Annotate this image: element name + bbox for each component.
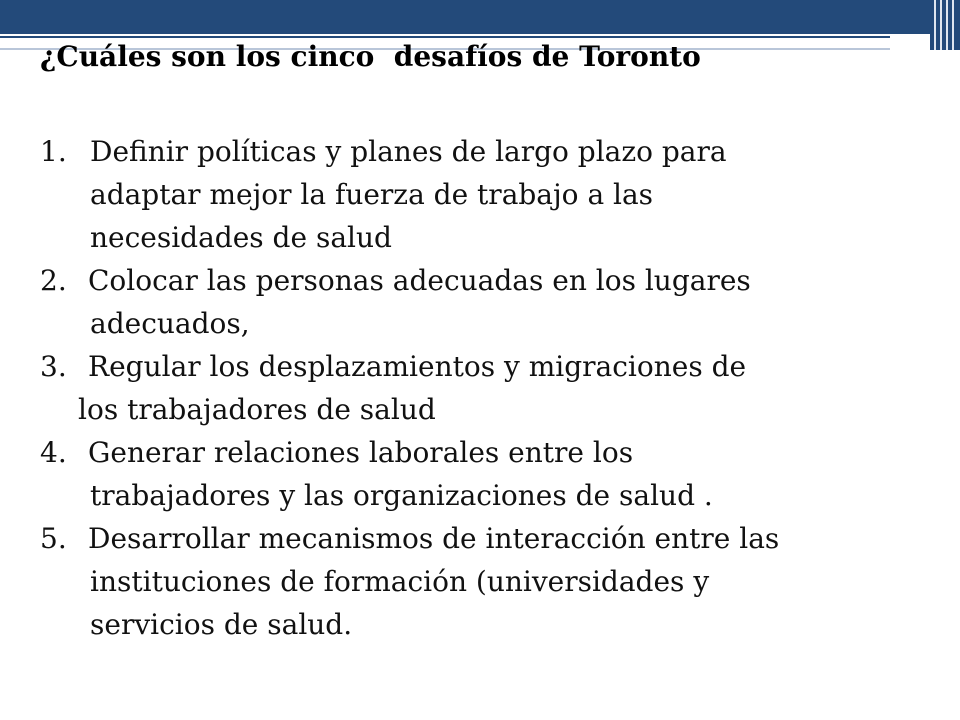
list-item-text: trabajadores y las organizaciones de salud . — [90, 479, 713, 512]
header-band — [0, 0, 930, 34]
list-item-text: Generar relaciones laborales entre los — [88, 436, 634, 469]
corner-decoration — [930, 0, 960, 50]
list-item-text: adaptar mejor la fuerza de trabajo a las — [90, 178, 654, 211]
corner-line — [952, 0, 954, 50]
list-item-first-line — [40, 130, 940, 173]
list-item-first-line — [40, 517, 940, 560]
list-item — [40, 130, 940, 259]
list-item-text: los trabajadores de salud — [78, 393, 436, 426]
list-item — [40, 431, 940, 517]
list-item-text: Colocar las personas adecuadas en los lugares — [88, 264, 751, 297]
slide-title: ¿Cuáles son los cinco desafíos de Toronto — [40, 40, 701, 73]
list-item-text: servicios de salud. — [90, 608, 353, 641]
corner-line — [946, 0, 948, 50]
list-item — [40, 259, 940, 345]
list-item-number: 5. — [40, 522, 67, 555]
list-item — [40, 517, 940, 646]
header-rule — [0, 36, 890, 38]
list-item — [40, 345, 940, 431]
list-item-number: 4. — [40, 436, 67, 469]
corner-line — [940, 0, 942, 50]
list-item-first-line — [40, 345, 940, 388]
list-item-text: Regular los desplazamientos y migraciones de — [88, 350, 747, 383]
corner-line — [934, 0, 936, 50]
list-item-text: Definir políticas y planes de largo plazo para — [90, 135, 727, 168]
list-item-number: 1. — [40, 135, 67, 168]
list-item-text: instituciones de formación (universidades y — [90, 565, 710, 598]
list-item-first-line — [40, 431, 940, 474]
list-item-text: adecuados, — [90, 307, 250, 340]
list-item-first-line — [40, 259, 940, 302]
list-item-text: necesidades de salud — [90, 221, 392, 254]
list-item-text: Desarrollar mecanismos de interacción entre las — [88, 522, 780, 555]
list-item-number: 2. — [40, 264, 67, 297]
challenges-list — [40, 130, 940, 646]
list-item-number: 3. — [40, 350, 67, 383]
